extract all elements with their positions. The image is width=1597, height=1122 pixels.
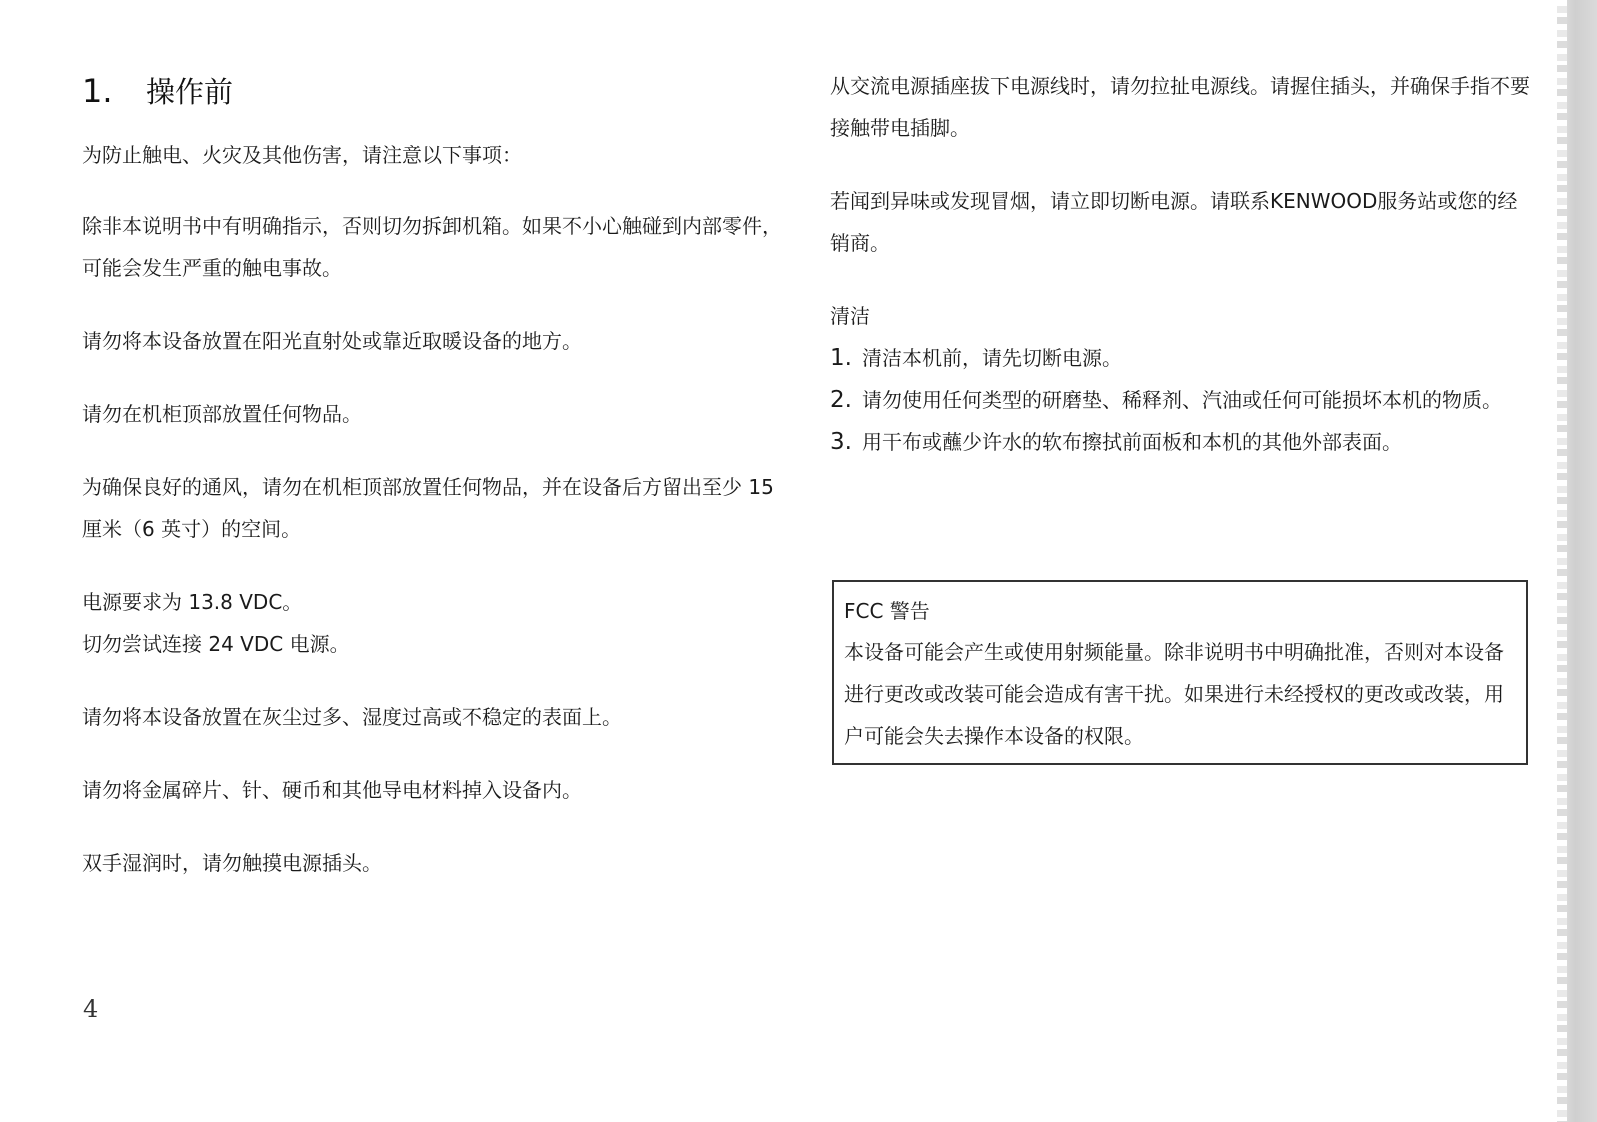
fcc-warning-title: FCC 警告 (844, 599, 930, 623)
fcc-warning-box (832, 580, 1528, 765)
paragraph-sunlight: 请勿将本设备放置在阳光直射处或靠近取暖设备的地方。 (82, 329, 582, 353)
left-column (82, 70, 782, 915)
list-number: 2. (830, 387, 852, 413)
power-line-warning: 切勿尝试连接 24 VDC 电源。 (82, 632, 350, 656)
page-edge (1557, 0, 1597, 1122)
fcc-warning-body: 本设备可能会产生或使用射频能量。除非说明书中明确批准，否则对本设备进行更改或改装可能会造成有害干扰。如果进行未经授权的更改或改装，用户可能会失去操作本设备的权限。 (844, 640, 1504, 748)
section-number: 1. (82, 72, 113, 110)
paragraph-cabinet-top: 请勿在机柜顶部放置任何物品。 (82, 402, 362, 426)
list-item (830, 337, 1530, 379)
torn-edge (1557, 0, 1567, 1122)
paragraph-wet-hands: 双手湿润时，请勿触摸电源插头。 (82, 851, 382, 875)
power-requirements (82, 581, 782, 665)
list-item (830, 421, 1530, 463)
list-number: 1. (830, 345, 852, 371)
list-number: 3. (830, 429, 852, 455)
paragraph-disassembly: 除非本说明书中有明确指示，否则切勿拆卸机箱。如果不小心触碰到内部零件，可能会发生严重的触电事故。 (82, 214, 782, 280)
list-text: 清洁本机前，请先切断电源。 (862, 346, 1122, 370)
intro-text: 为防止触电、火灾及其他伤害，请注意以下事项： (82, 143, 522, 167)
paragraph-metal: 请勿将金属碎片、针、硬币和其他导电材料掉入设备内。 (82, 778, 582, 802)
right-column (830, 65, 1530, 463)
list-text: 请勿使用任何类型的研磨垫、稀释剂、汽油或任何可能损坏本机的物质。 (862, 388, 1502, 412)
cleaning-heading: 清洁 (830, 304, 870, 328)
list-text: 用干布或蘸少许水的软布擦拭前面板和本机的其他外部表面。 (862, 430, 1402, 454)
paragraph-unplug: 从交流电源插座拔下电源线时，请勿拉扯电源线。请握住插头，并确保手指不要接触带电插脚。 (830, 74, 1530, 140)
paragraph-ventilation: 为确保良好的通风，请勿在机柜顶部放置任何物品，并在设备后方留出至少 15 厘米（6 英寸）的空间。 (82, 475, 774, 541)
section-heading (82, 70, 782, 120)
page-number: 4 (83, 995, 99, 1023)
list-item (830, 379, 1530, 421)
paragraph-dust: 请勿将本设备放置在灰尘过多、湿度过高或不稳定的表面上。 (82, 705, 622, 729)
cleaning-list (830, 337, 1530, 463)
section-title: 操作前 (146, 75, 234, 109)
power-line-voltage: 电源要求为 13.8 VDC。 (82, 590, 303, 614)
paragraph-smoke: 若闻到异味或发现冒烟，请立即切断电源。请联系KENWOOD服务站或您的经销商。 (830, 189, 1518, 255)
